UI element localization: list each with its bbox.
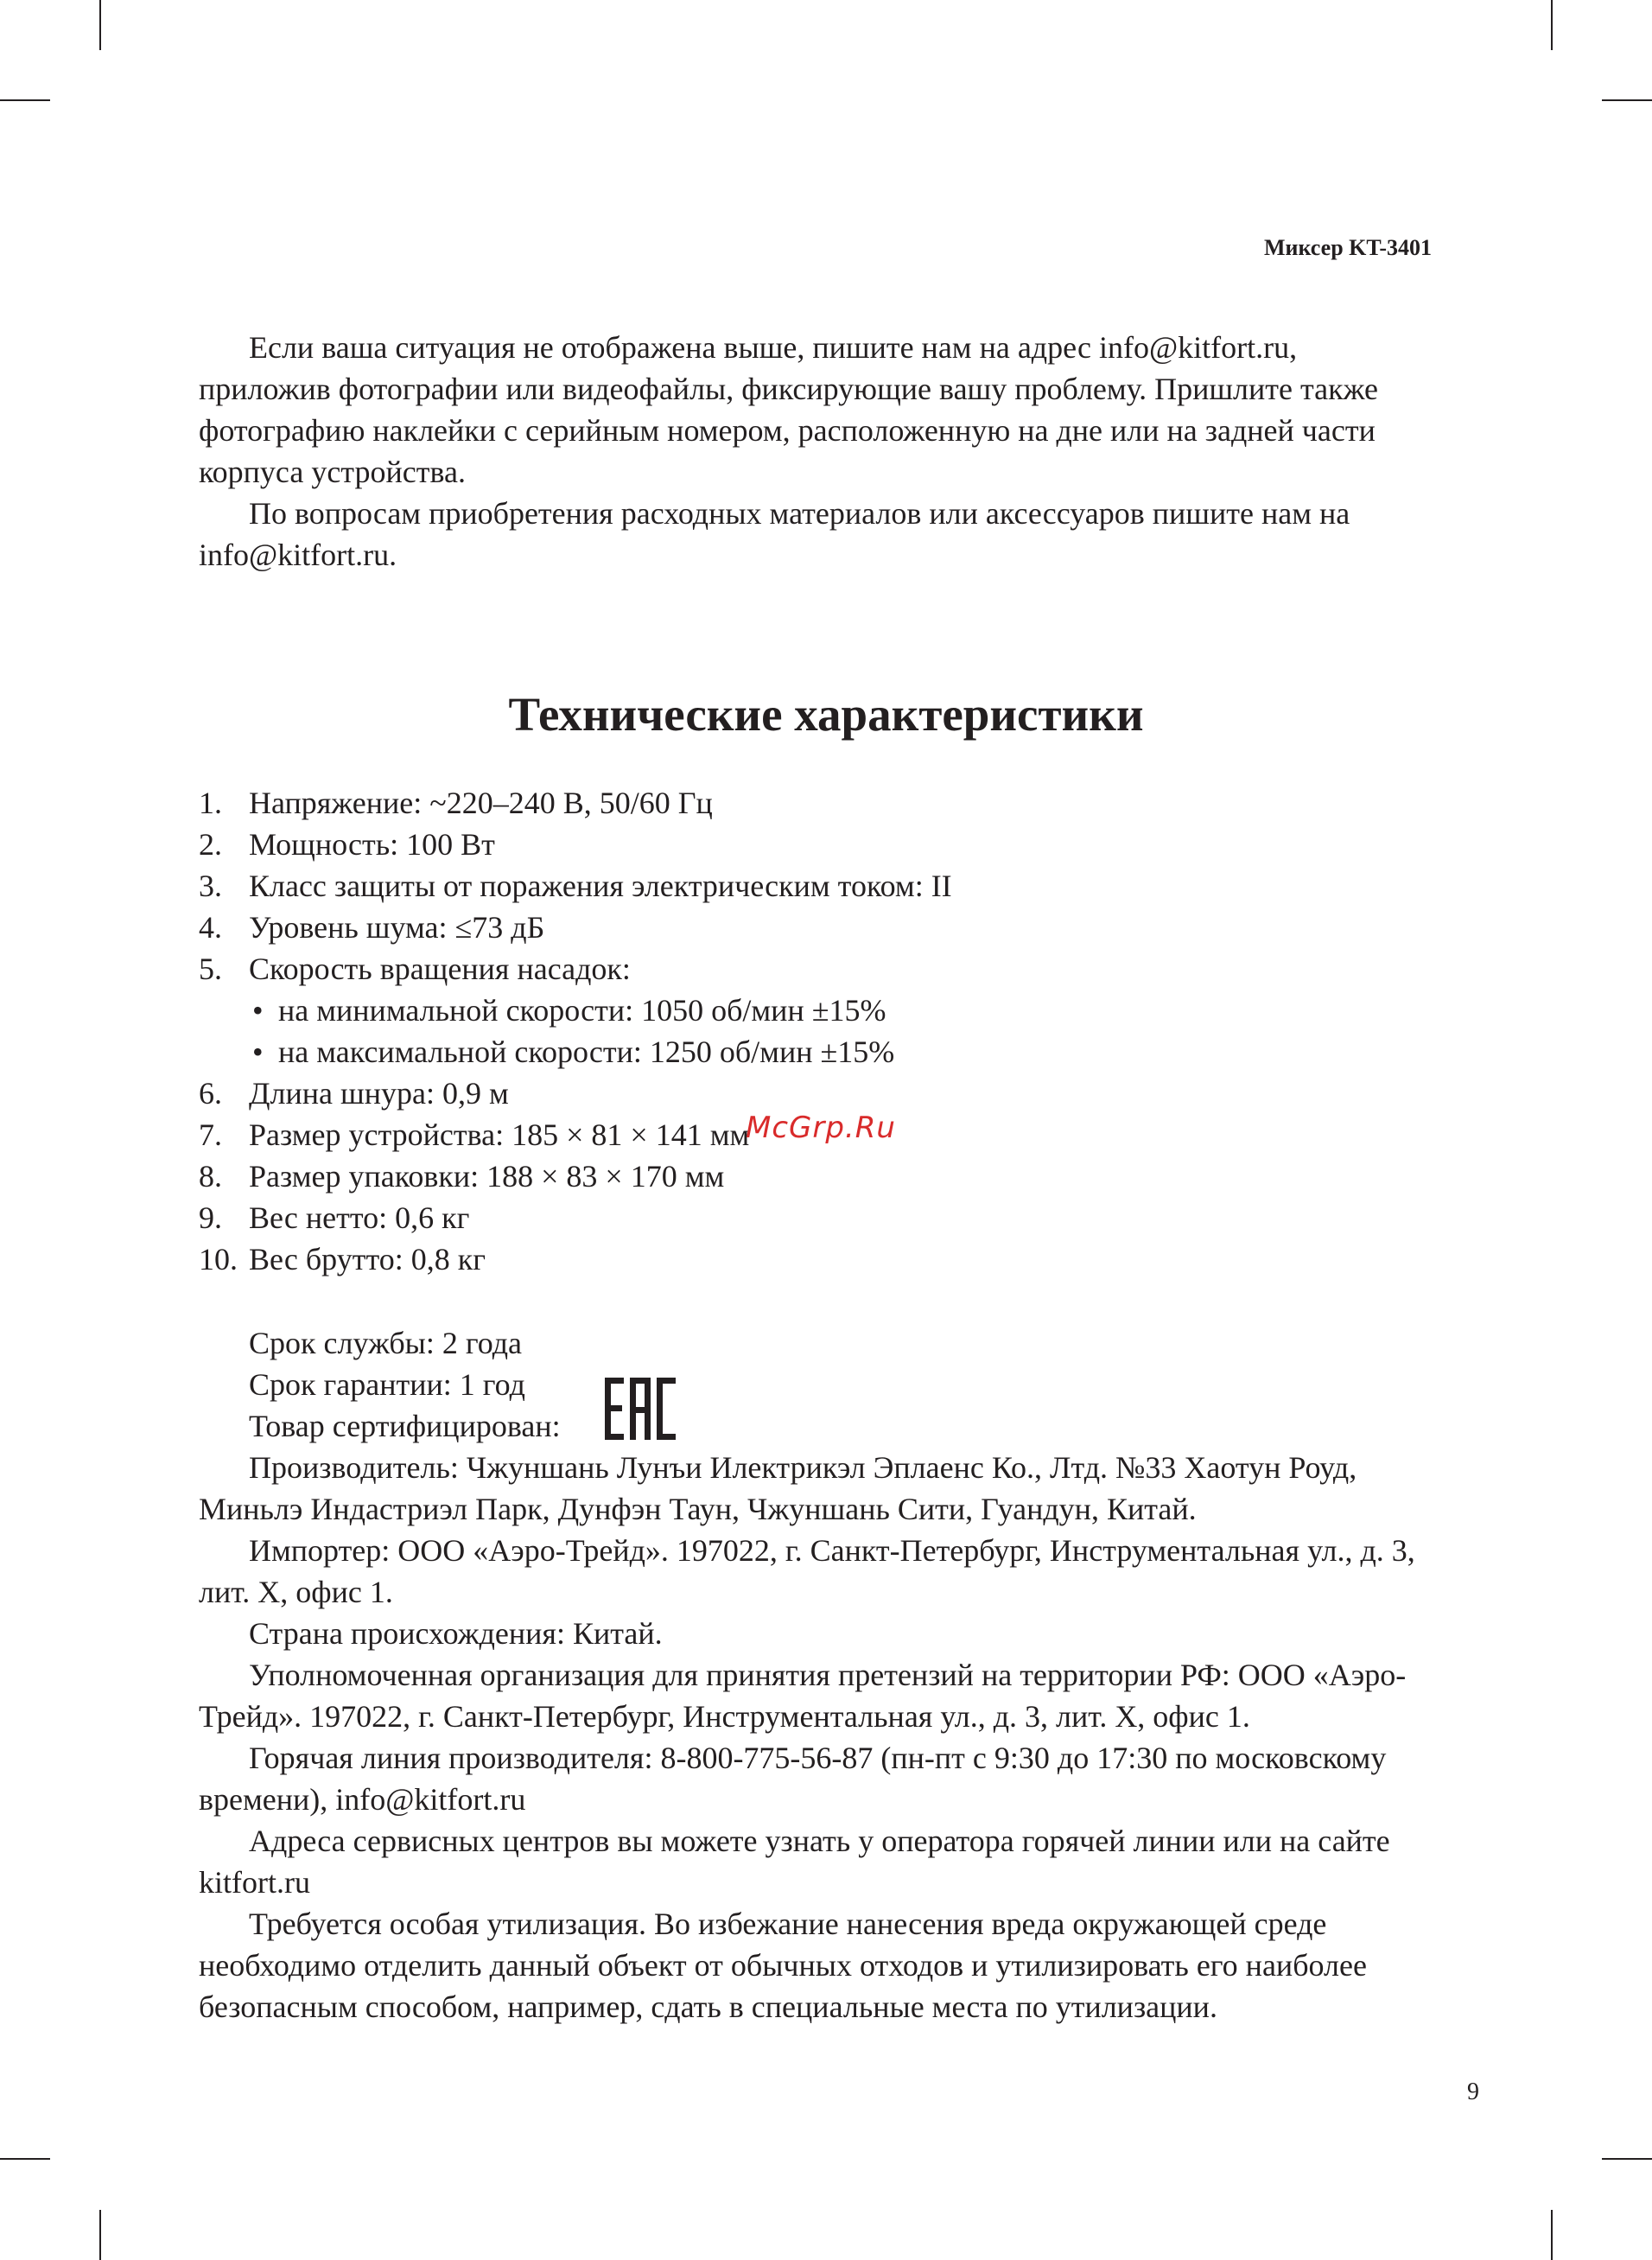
item-number: 9. [199,1200,222,1235]
eac-mark-icon [605,1372,676,1443]
manufacturer: Производитель: Чжуншань Лунъи Илектрикэл Эплаенс Ко., Лтд. №33 Хаотун Роуд, Миньлэ Индастриэл Парк, Дунфэн Таун, Чжуншань Сити, Гуандун, Китай. [199,1450,1357,1526]
list-item [199,1155,952,1197]
item-number: 6. [199,1076,222,1111]
importer: Импортер: ООО «Аэро-Трейд». 197022, г. Санкт-Петербург, Инструментальная ул., д. 3, лит. Х, офис 1. [199,1533,1415,1609]
crop-mark [1602,2158,1652,2160]
crop-mark [1551,2210,1553,2260]
origin: Страна происхождения: Китай. [249,1616,663,1651]
list-item [199,824,952,865]
intro-paragraph: По вопросам приобретения расходных материалов или аксессуаров пишите нам на info@kitfort.ru. [199,496,1350,572]
item-text: Напряжение: ~220–240 В, 50/60 Гц [249,786,713,820]
bullet: • [252,1035,264,1069]
sub-item-text: на максимальной скорости: 1250 об/мин ±15% [278,1035,895,1069]
item-number: 8. [199,1159,222,1194]
sub-list [249,990,952,1073]
intro-paragraph: Если ваша ситуация не отображена выше, пишите нам на адрес info@kitfort.ru, приложив фотографии или видеофайлы, фиксирующие вашу проблему. Пришлите также фотографию наклейки с серийным номером, расположенную на дне или на задней части корпуса устройства. [199,330,1379,489]
list-item [199,1238,952,1280]
service-centers: Адреса сервисных центров вы можете узнать у оператора горячей линии или на сайте kitfort.ru [199,1824,1390,1900]
crop-mark [99,2210,101,2260]
hotline: Горячая линия производителя: 8-800-775-56-87 (пн-пт с 9:30 до 17:30 по московскому времени), info@kitfort.ru [199,1741,1387,1817]
info-section [199,1322,1434,2028]
sub-list-item [249,990,952,1031]
list-item [199,907,952,948]
list-item [199,948,952,1073]
item-text: Уровень шума: ≤73 дБ [249,910,545,945]
list-item [199,782,952,824]
crop-mark [0,99,50,101]
item-number: 1. [199,786,222,820]
warranty: Срок гарантии: 1 год [249,1367,525,1402]
certified-text: Товар сертифицирован: [249,1409,561,1443]
item-text: Размер упаковки: 188 × 83 × 170 мм [249,1159,725,1194]
watermark: McGrp.Ru [746,1111,896,1145]
item-text: Мощность: 100 Вт [249,827,495,862]
authorized-organization: Уполномоченная организация для принятия претензий на территории РФ: ООО «Аэро-Трейд». 197022, г. Санкт-Петербург, Инструментальная ул., д. 3, лит. Х, офис 1. [199,1658,1407,1734]
item-text: Размер устройства: 185 × 81 × 141 мм [249,1117,750,1152]
item-number: 3. [199,869,222,903]
certified-line [199,1405,1434,1447]
item-number: 5. [199,952,222,986]
list-item [199,1073,952,1114]
specs-list [199,782,952,1280]
crop-mark [1551,0,1553,50]
sub-list-item [249,1031,952,1073]
bullet: • [252,993,264,1028]
crop-mark [99,0,101,50]
item-number: 2. [199,827,222,862]
item-number: 7. [199,1117,222,1152]
crop-mark [0,2158,50,2160]
item-number: 4. [199,910,222,945]
disposal: Требуется особая утилизация. Во избежание нанесения вреда окружающей среде необходимо отделить данный объект от обычных отходов и утилизировать его наиболее безопасным способом, например, сдать в специальные места по утилизации. [199,1907,1367,2024]
item-number: 10. [199,1242,238,1276]
item-text: Вес нетто: 0,6 кг [249,1200,470,1235]
section-title: Технические характеристики [508,688,1144,741]
intro-section [199,327,1434,576]
item-text: Класс защиты от поражения электрическим током: II [249,869,952,903]
list-item [199,865,952,907]
crop-mark [1602,99,1652,101]
sub-item-text: на минимальной скорости: 1050 об/мин ±15% [278,993,886,1028]
item-text: Длина шнура: 0,9 м [249,1076,509,1111]
item-text: Скорость вращения насадок: [249,952,631,986]
item-text: Вес брутто: 0,8 кг [249,1242,486,1276]
running-header: Миксер KT-3401 [1263,235,1432,260]
service-life: Срок службы: 2 года [249,1326,523,1360]
list-item [199,1197,952,1238]
page-number: 9 [1467,2079,1479,2105]
